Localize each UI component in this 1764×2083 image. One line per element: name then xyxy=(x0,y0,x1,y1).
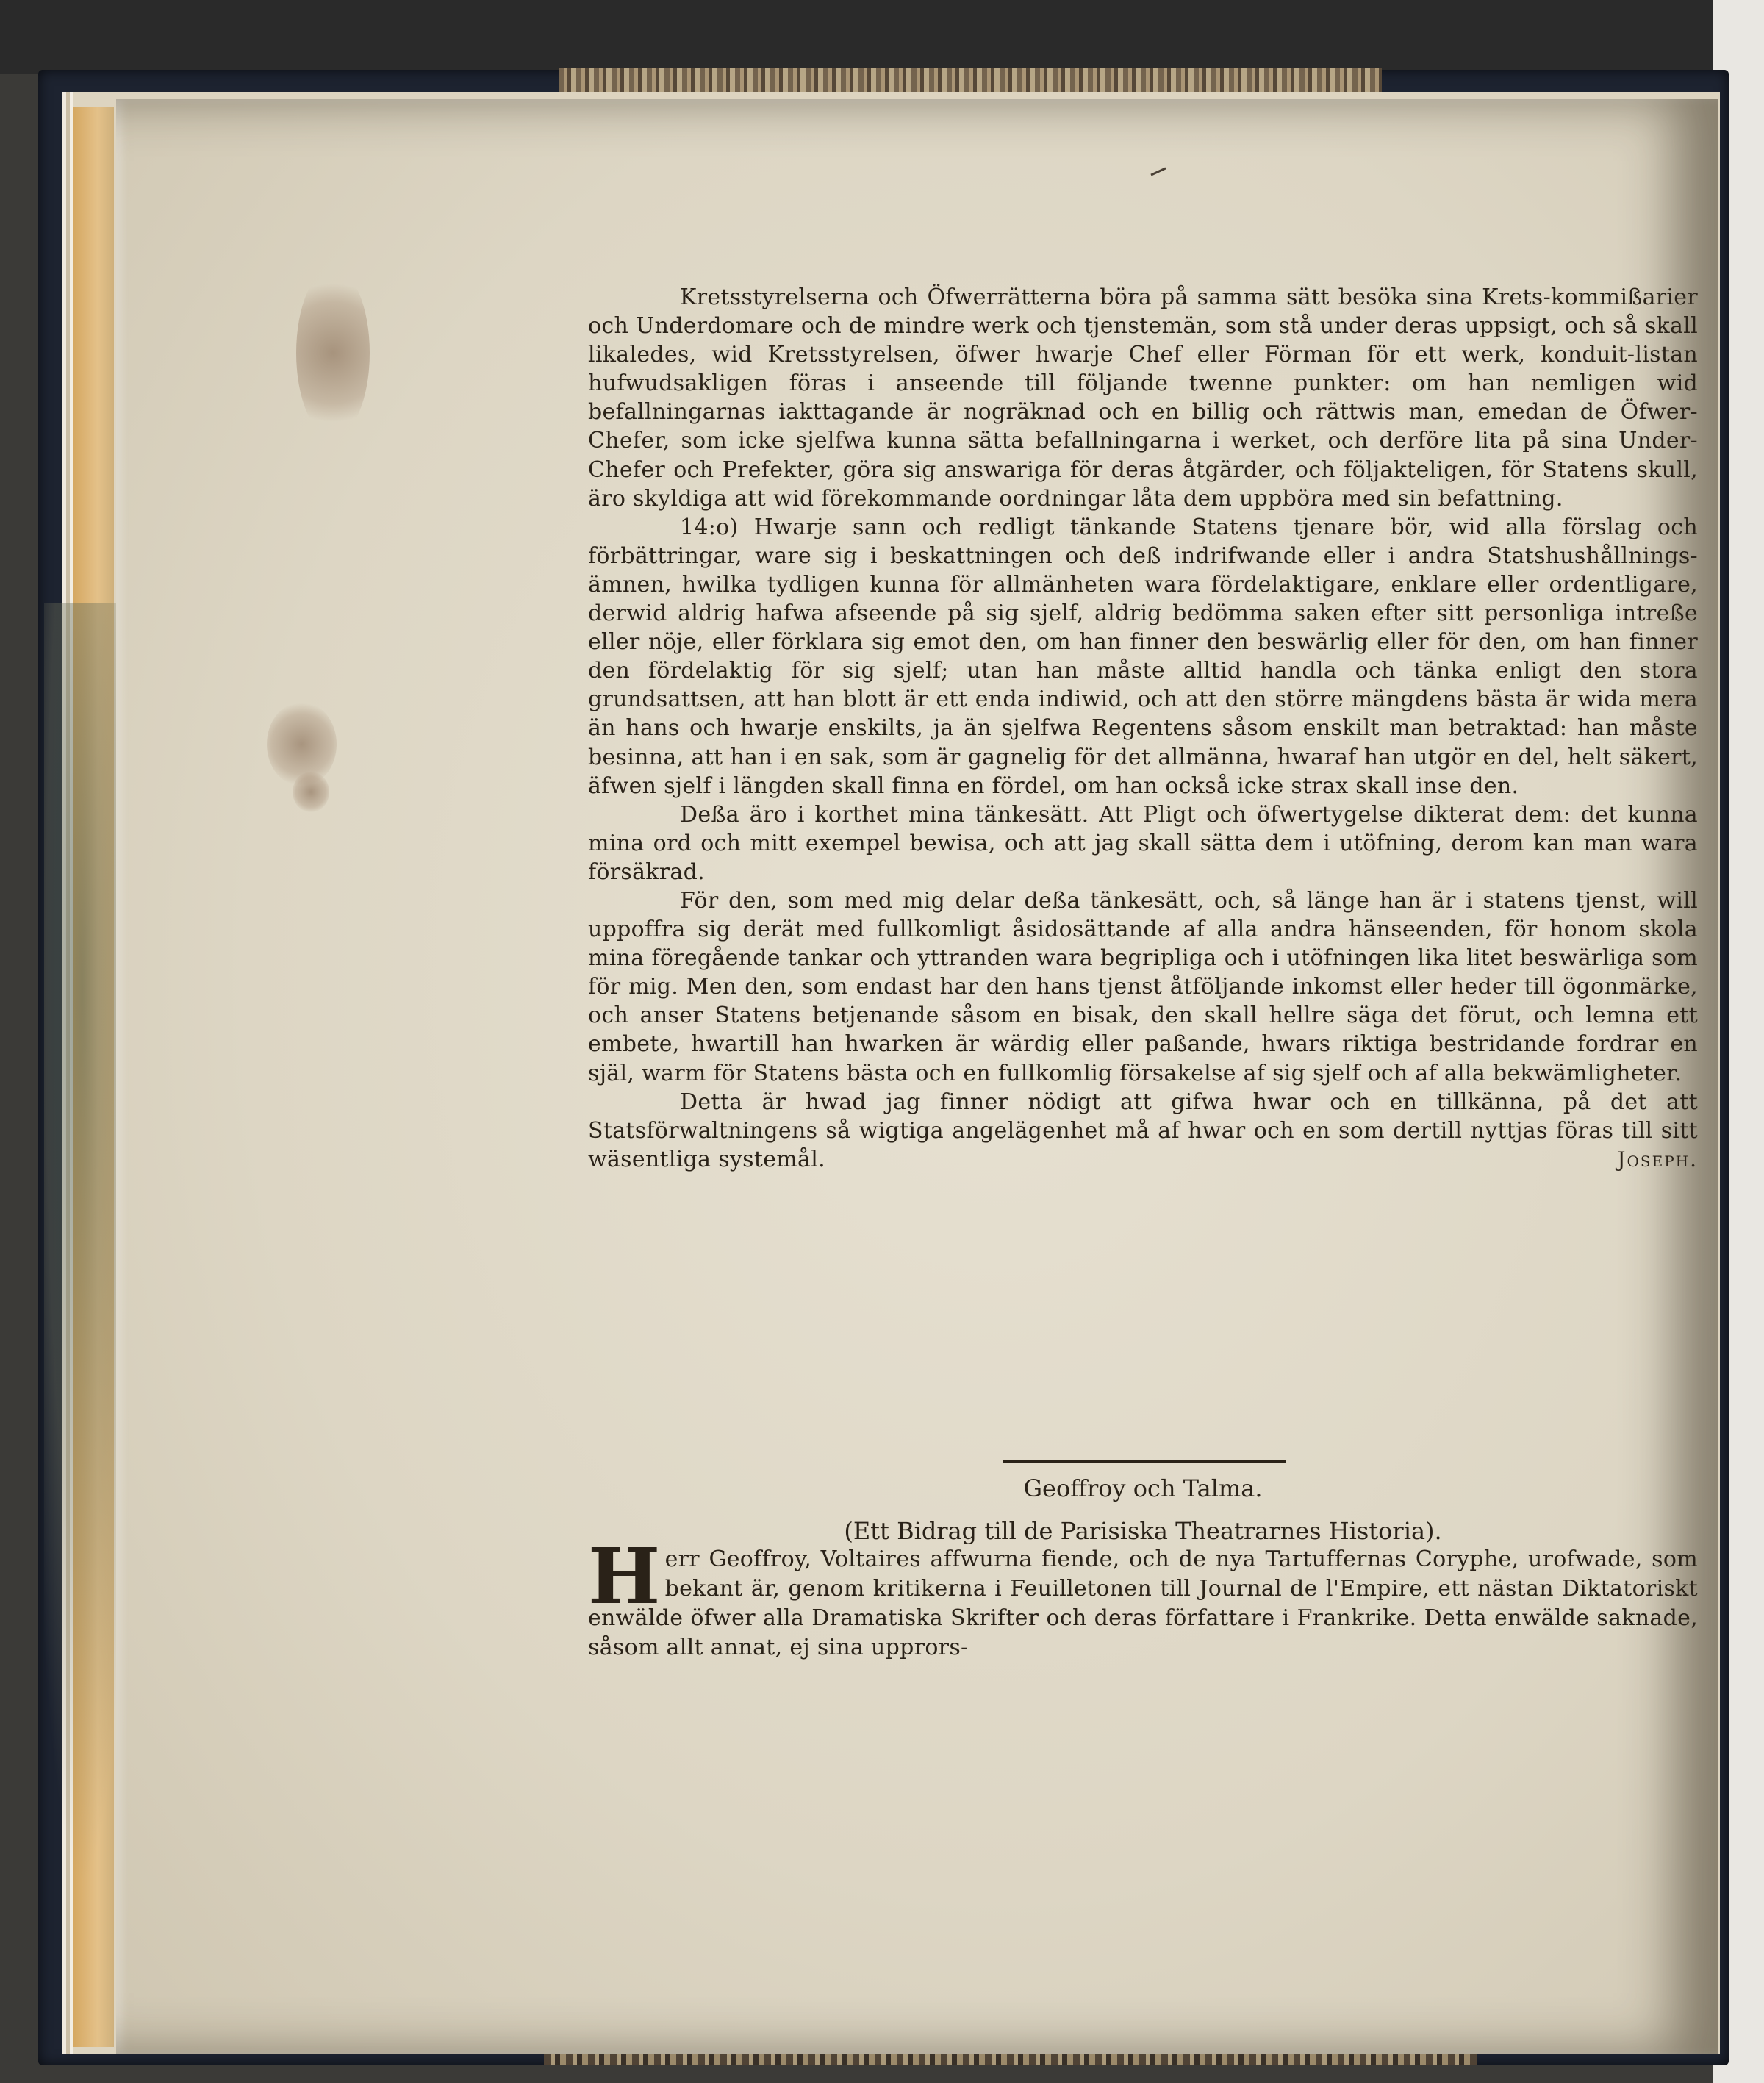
paragraph: Kretsstyrelserna och Öfwerrätterna böra på samma sätt besöka sina Krets-kommißarier och Underdomare och de mindre werk och tjenstemän, som stå under deras uppsigt, och så skall likaledes, wid Kretsstyrelsen, öfwer hwarje Chef eller Förman för ett werk, konduit-listan hufwudsakligen föras i anseende till följande twenne punkter: om han nemligen wid befallningarnas iakttagande är nogräknad och en billig och rättwis man, emedan de Öfwer-Chefer, som icke sjelfwa kunna sätta befallningarna i werket, och derföre lita på sina Under-Chefer och Prefekter, göra sig answariga för deras åtgärder, och följakteligen, för Statens skull, äro skyldiga att wid förekommande oordningar låta dem uppböra med sin befattning. xyxy=(588,284,1698,512)
foxing-spot xyxy=(296,268,370,437)
paragraph: För den, som med mig delar deßa tänkesätt, och, så länge han är i statens tjenst, will uppoffra sig derät med fullkomligt åsidosättande af alla andra hänseenden, för honom skola mina föregående tankar och yttranden wara begripliga och i utöfningen lika litet beswärliga som för mig. Men den, som endast har den hans tjenst åtföljande inkomst eller heder till ögonmärke, och anser Statens betjenande såsom en bisak, den skall hellre säga det förut, och lemna ett embete, hwartill han hwarken är wärdig eller paßande, hwars riktiga bestridande fordrar en själ, warm för Statens bästa och en fullkomlig försakelse af sig sjelf och af alla bekwämligheter. xyxy=(588,887,1698,1086)
paragraph-text: Detta är hwad jag finner nödigt att gifwa hwar och en tillkänna, på det att Statsförwaltningens så wigtiga angelägenhet må af hwar och en som dertill nyttjas föras till sitt wäsentliga systemål. xyxy=(588,1089,1698,1172)
signature: Joseph. xyxy=(1617,1147,1698,1172)
article-text: err Geoffroy, Voltaires affwurna fiende, och de nya Tartuffernas Coryphe, urofwade, som bekant är, genom kritikerna i Feuilletonen till Journal de l'Empire, ett nästan Diktatoriskt enwälde öfwer alla Dramatiska Skrifter och deras författare i Frankrike. Detta enwälde saknade, såsom allt annat, ej sina upprors- xyxy=(588,1546,1698,1660)
paragraph: 14:o) Hwarje sann och redligt tänkande Statens tjenare bör, wid alla förslag och förbättringar, ware sig i beskattningen och deß indrifwande eller i andra Statshushållnings-ämnen, hwilka tydligen kunna för allmänheten wara fördelaktigare, enklare eller ordentligare, derwid aldrig hafwa afseende på sig sjelf, aldrig bedömma saken efter sitt personliga intreße eller nöje, eller förklara sig emot den, om han finner den beswärlig eller för den, om han finner den fördelaktig för sig sjelf; utan han måste alltid handla och tänka enligt den stora grundsattsen, att han blott är ett enda indiwid, och att den större mängdens bästa är wida mera än hans och hwarje enskilts, ja än sjelfwa Regentens såsom enskilt man betraktad: han måste besinna, att han i en sak, som är gagnelig för det allmänna, hwaraf han utgör en del, helt säkert, äfwen sjelf i längden skall finna en fördel, om han också icke strax skall inse den. xyxy=(588,514,1698,799)
paragraph xyxy=(588,1088,1698,1174)
section-title: Geoffroy och Talma. xyxy=(1023,1474,1263,1502)
foxing-spot xyxy=(293,772,329,812)
drop-cap: H xyxy=(588,1531,661,1621)
section-subtitle: (Ett Bidrag till de Parisiska Theatrarnes Historia). xyxy=(844,1517,1442,1545)
paragraph: Deßa äro i korthet mina tänkesätt. Att Pligt och öfwertygelse dikterat dem: det kunna mina ord och mitt exempel bewisa, och att jag skall sätta dem i utöfning, derom kan man wara försäkrad. xyxy=(588,801,1698,885)
article-body xyxy=(588,283,1698,1174)
scan-background-top xyxy=(0,0,1713,74)
section-heading xyxy=(588,1466,1698,1552)
section-divider xyxy=(1003,1460,1286,1463)
